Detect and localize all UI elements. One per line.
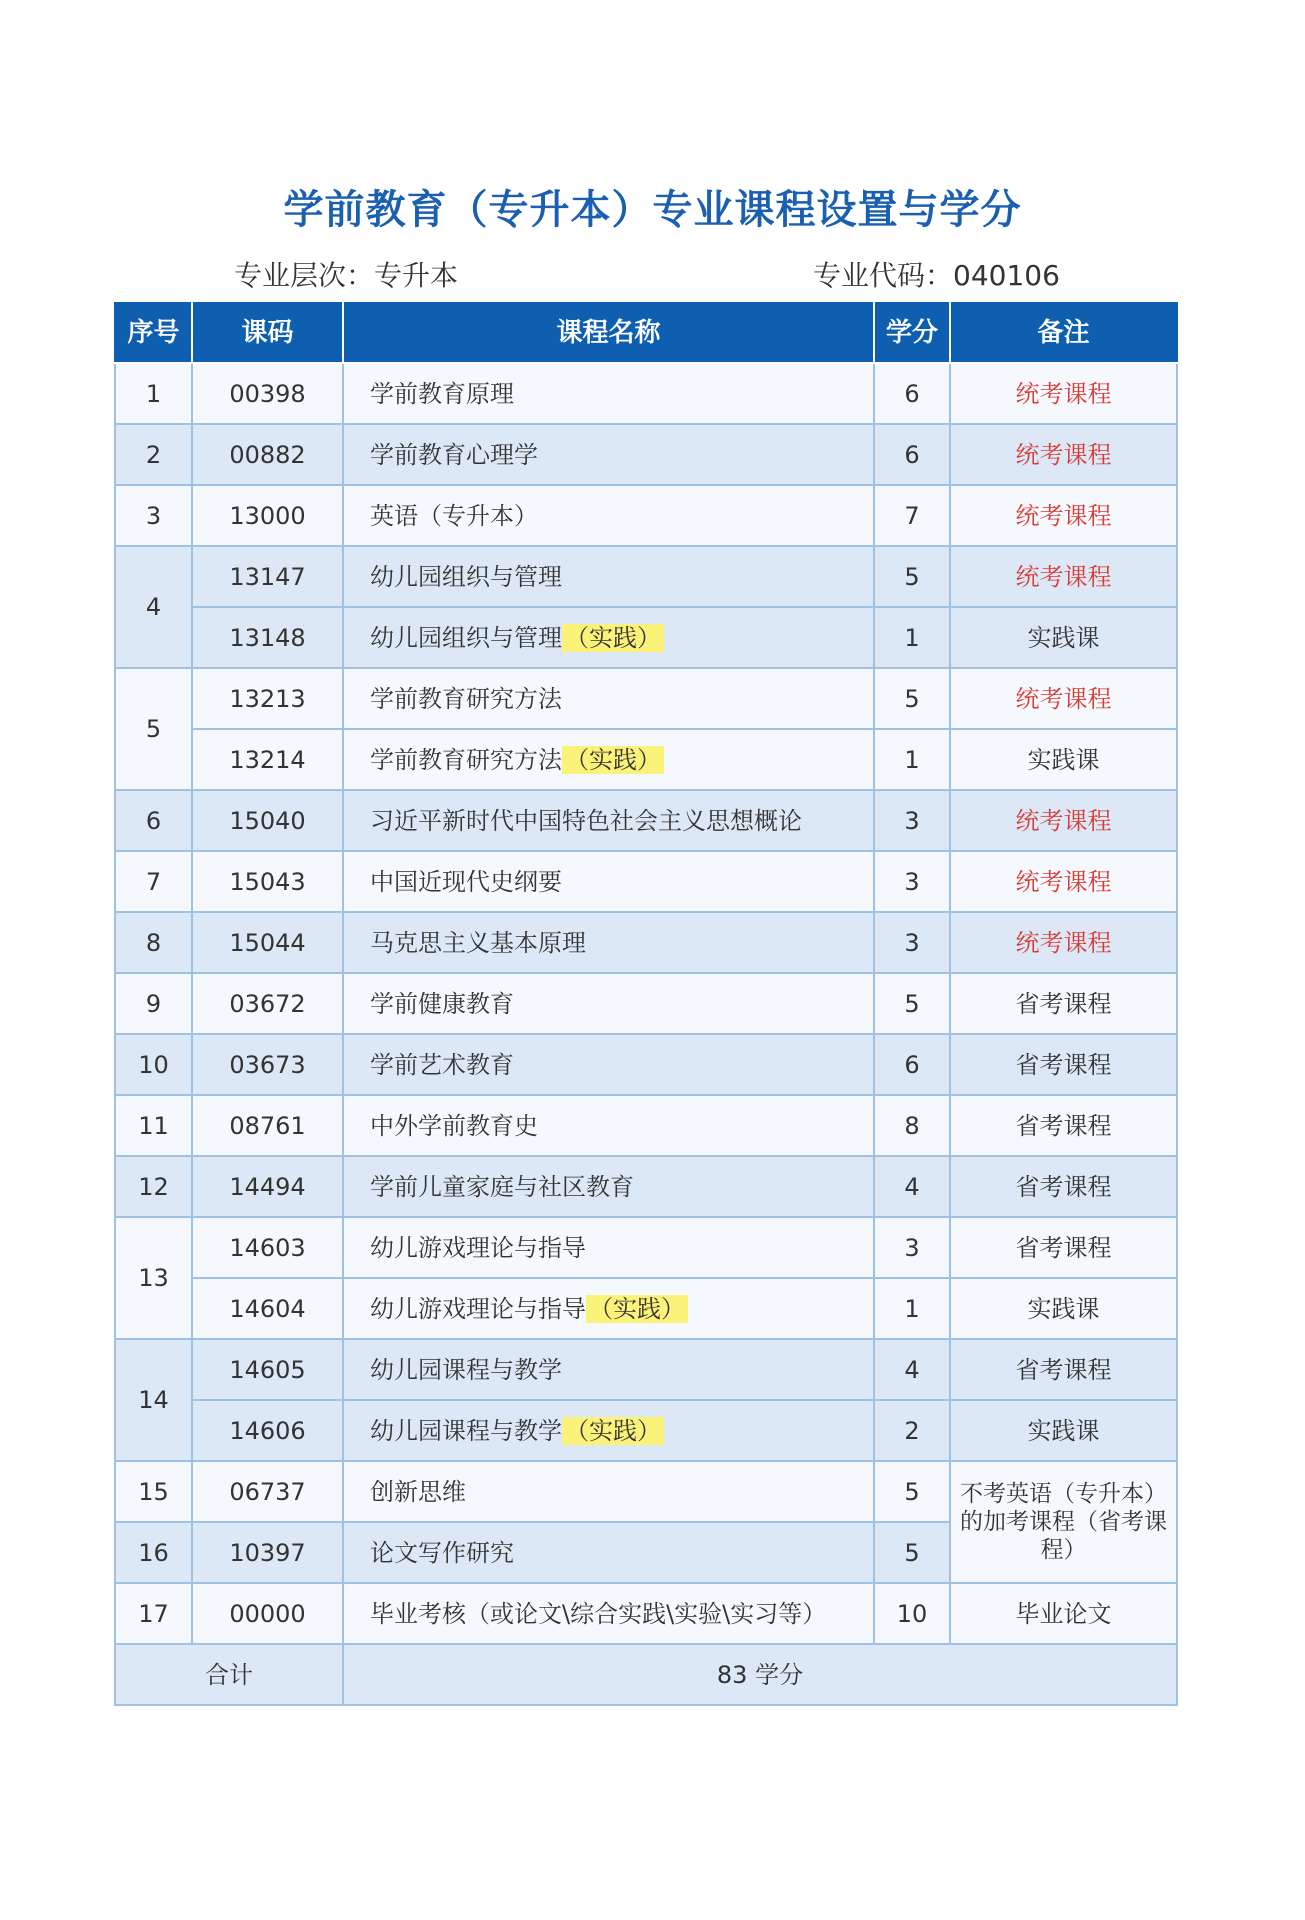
table-row xyxy=(115,1461,1177,1522)
row-note: 实践课 xyxy=(950,729,1177,790)
row-name: 学前艺术教育 xyxy=(343,1034,874,1095)
row-credit: 10 xyxy=(874,1583,950,1644)
row-name: 中外学前教育史 xyxy=(343,1095,874,1156)
row-note: 统考课程 xyxy=(950,546,1177,607)
row-note: 省考课程 xyxy=(950,1095,1177,1156)
row-name: 学前教育原理 xyxy=(343,363,874,424)
row-no: 14 xyxy=(115,1339,192,1461)
row-code: 03672 xyxy=(192,973,343,1034)
course-name-text: 学前教育研究方法 xyxy=(370,745,562,774)
row-credit: 1 xyxy=(874,607,950,668)
row-name: 学前健康教育 xyxy=(343,973,874,1034)
row-code: 06737 xyxy=(192,1461,343,1522)
row-code: 13147 xyxy=(192,546,343,607)
table-row xyxy=(115,912,1177,973)
row-name: 幼儿园组织与管理 xyxy=(343,546,874,607)
row-no: 5 xyxy=(115,668,192,790)
row-note: 统考课程 xyxy=(950,363,1177,424)
row-credit: 5 xyxy=(874,668,950,729)
row-code: 13148 xyxy=(192,607,343,668)
table-row xyxy=(115,607,1177,668)
row-no: 8 xyxy=(115,912,192,973)
row-credit: 5 xyxy=(874,546,950,607)
row-code: 14604 xyxy=(192,1278,343,1339)
row-no: 4 xyxy=(115,546,192,668)
total-label: 合计 xyxy=(115,1644,343,1705)
course-name-text: 幼儿园组织与管理 xyxy=(370,623,562,652)
page-title: 学前教育（专升本）专业课程设置与学分 xyxy=(283,187,1022,233)
table-row xyxy=(115,363,1177,424)
table-row xyxy=(115,1095,1177,1156)
row-credit: 5 xyxy=(874,1522,950,1583)
major-level: 专业层次：专升本 xyxy=(234,259,459,292)
row-credit: 4 xyxy=(874,1156,950,1217)
row-no: 9 xyxy=(115,973,192,1034)
row-note: 统考课程 xyxy=(950,424,1177,485)
row-note: 省考课程 xyxy=(950,973,1177,1034)
row-code: 00000 xyxy=(192,1583,343,1644)
row-note: 不考英语（专升本）的加考课程（省考课程） xyxy=(950,1461,1177,1583)
row-credit: 8 xyxy=(874,1095,950,1156)
row-no: 7 xyxy=(115,851,192,912)
course-name-text: 幼儿园课程与教学 xyxy=(370,1416,562,1445)
row-no: 12 xyxy=(115,1156,192,1217)
row-name xyxy=(343,1400,874,1461)
row-note: 统考课程 xyxy=(950,485,1177,546)
row-no: 13 xyxy=(115,1217,192,1339)
header-no: 序号 xyxy=(115,303,192,363)
row-code: 15044 xyxy=(192,912,343,973)
row-no: 15 xyxy=(115,1461,192,1522)
table-row xyxy=(115,1217,1177,1278)
row-code: 10397 xyxy=(192,1522,343,1583)
row-name: 毕业考核（或论文\综合实践\实验\实习等） xyxy=(343,1583,874,1644)
course-name-text: 幼儿游戏理论与指导 xyxy=(370,1294,586,1323)
row-note: 实践课 xyxy=(950,1278,1177,1339)
row-no: 11 xyxy=(115,1095,192,1156)
row-credit: 2 xyxy=(874,1400,950,1461)
table-header-row xyxy=(115,303,1177,363)
table-row xyxy=(115,790,1177,851)
practice-tag: （实践） xyxy=(562,624,664,652)
row-credit: 5 xyxy=(874,1461,950,1522)
row-name: 幼儿园课程与教学 xyxy=(343,1339,874,1400)
row-code: 13000 xyxy=(192,485,343,546)
table-row xyxy=(115,851,1177,912)
row-note: 省考课程 xyxy=(950,1156,1177,1217)
table-row xyxy=(115,973,1177,1034)
row-name xyxy=(343,607,874,668)
header-credit: 学分 xyxy=(874,303,950,363)
table-row xyxy=(115,668,1177,729)
row-note: 统考课程 xyxy=(950,851,1177,912)
row-code: 15040 xyxy=(192,790,343,851)
row-credit: 3 xyxy=(874,1217,950,1278)
row-code: 14494 xyxy=(192,1156,343,1217)
table-row xyxy=(115,1156,1177,1217)
header-name: 课程名称 xyxy=(343,303,874,363)
row-name: 学前儿童家庭与社区教育 xyxy=(343,1156,874,1217)
header-note: 备注 xyxy=(950,303,1177,363)
row-credit: 6 xyxy=(874,363,950,424)
row-credit: 3 xyxy=(874,912,950,973)
table-row xyxy=(115,424,1177,485)
row-note: 省考课程 xyxy=(950,1217,1177,1278)
table-row xyxy=(115,1034,1177,1095)
row-code: 00398 xyxy=(192,363,343,424)
table-row xyxy=(115,546,1177,607)
major-code: 专业代码：040106 xyxy=(813,259,1060,292)
row-code: 14603 xyxy=(192,1217,343,1278)
course-table xyxy=(114,302,1178,1706)
row-credit: 5 xyxy=(874,973,950,1034)
total-row xyxy=(115,1644,1177,1705)
row-name: 学前教育研究方法 xyxy=(343,668,874,729)
total-value: 83 学分 xyxy=(343,1644,1177,1705)
header-code: 课码 xyxy=(192,303,343,363)
row-code: 13214 xyxy=(192,729,343,790)
table-row xyxy=(115,1278,1177,1339)
row-no: 17 xyxy=(115,1583,192,1644)
row-note: 统考课程 xyxy=(950,790,1177,851)
row-no: 10 xyxy=(115,1034,192,1095)
table-row xyxy=(115,1339,1177,1400)
table-row xyxy=(115,729,1177,790)
row-no: 3 xyxy=(115,485,192,546)
row-code: 15043 xyxy=(192,851,343,912)
row-note: 毕业论文 xyxy=(950,1583,1177,1644)
row-name: 幼儿游戏理论与指导 xyxy=(343,1217,874,1278)
row-name: 学前教育心理学 xyxy=(343,424,874,485)
row-code: 08761 xyxy=(192,1095,343,1156)
row-no: 6 xyxy=(115,790,192,851)
practice-tag: （实践） xyxy=(562,746,664,774)
row-credit: 3 xyxy=(874,851,950,912)
row-note: 统考课程 xyxy=(950,912,1177,973)
row-name: 英语（专升本） xyxy=(343,485,874,546)
row-code: 14605 xyxy=(192,1339,343,1400)
row-code: 00882 xyxy=(192,424,343,485)
row-name: 论文写作研究 xyxy=(343,1522,874,1583)
row-no: 2 xyxy=(115,424,192,485)
table-row xyxy=(115,1583,1177,1644)
row-note: 省考课程 xyxy=(950,1339,1177,1400)
table-row xyxy=(115,485,1177,546)
row-note: 实践课 xyxy=(950,607,1177,668)
row-note: 实践课 xyxy=(950,1400,1177,1461)
row-credit: 4 xyxy=(874,1339,950,1400)
table-row xyxy=(115,1400,1177,1461)
row-credit: 1 xyxy=(874,729,950,790)
row-name: 中国近现代史纲要 xyxy=(343,851,874,912)
row-code: 14606 xyxy=(192,1400,343,1461)
practice-tag: （实践） xyxy=(562,1417,664,1445)
row-credit: 7 xyxy=(874,485,950,546)
row-name xyxy=(343,729,874,790)
practice-tag: （实践） xyxy=(586,1295,688,1323)
row-credit: 6 xyxy=(874,424,950,485)
row-note: 省考课程 xyxy=(950,1034,1177,1095)
row-code: 13213 xyxy=(192,668,343,729)
row-note: 统考课程 xyxy=(950,668,1177,729)
row-name xyxy=(343,1278,874,1339)
row-credit: 6 xyxy=(874,1034,950,1095)
row-code: 03673 xyxy=(192,1034,343,1095)
row-credit: 3 xyxy=(874,790,950,851)
row-credit: 1 xyxy=(874,1278,950,1339)
row-name: 马克思主义基本原理 xyxy=(343,912,874,973)
row-name: 习近平新时代中国特色社会主义思想概论 xyxy=(343,790,874,851)
row-no: 16 xyxy=(115,1522,192,1583)
row-no: 1 xyxy=(115,363,192,424)
row-name: 创新思维 xyxy=(343,1461,874,1522)
